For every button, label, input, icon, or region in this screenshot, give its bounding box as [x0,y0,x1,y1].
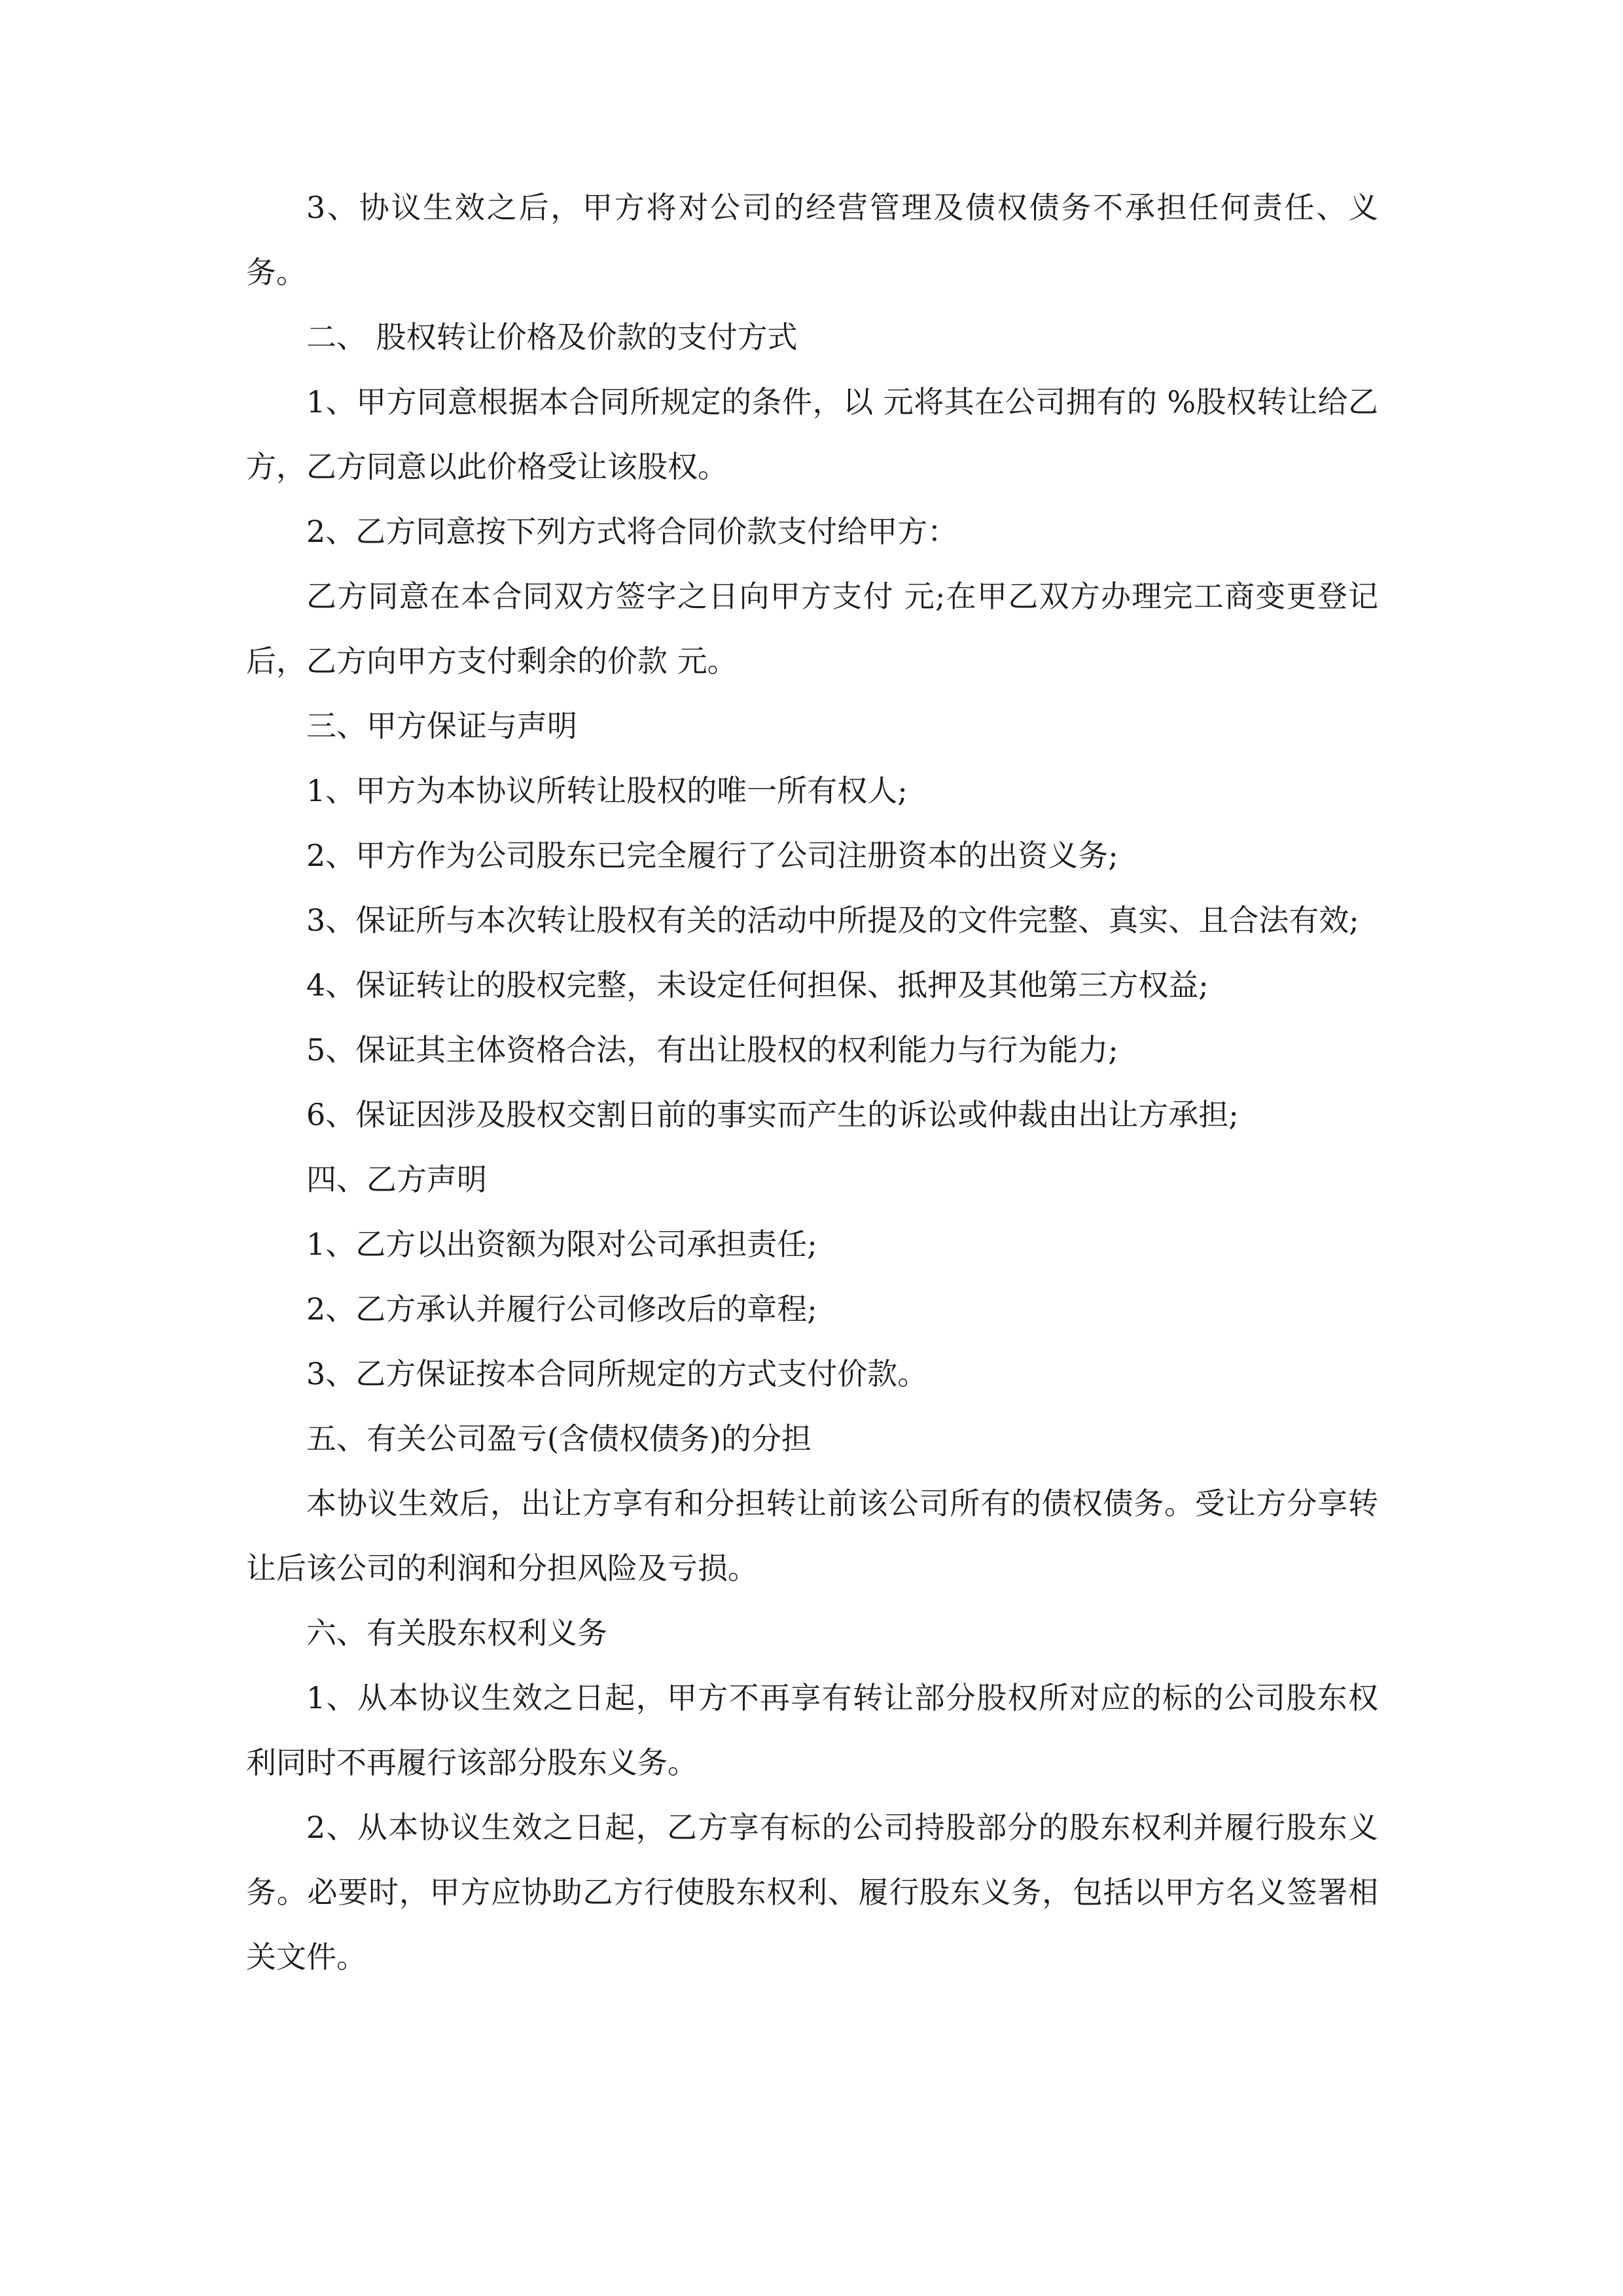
clause-4-1: 1、乙方以出资额为限对公司承担责任; [306,1227,817,1262]
section-heading-3: 三、甲方保证与声明 [306,708,577,744]
clause-6-1: 1、从本协议生效之日起，甲方不再享有转让部分股权所对应的标的公司股东权利同时不再履行该部分股东义务。 [246,1680,1378,1780]
clause-5-body: 本协议生效后，出让方享有和分担转让前该公司所有的债权债务。受让方分享转让后该公司的利润和分担风险及亏损。 [246,1486,1378,1586]
section-heading-2: 二、 股权转让价格及价款的支付方式 [306,319,798,355]
clause-4-3: 3、乙方保证按本合同所规定的方式支付价款。 [306,1356,928,1391]
clause-3-3: 3、保证所与本次转让股权有关的活动中所提及的文件完整、真实、且合法有效; [306,903,1359,938]
payment-terms: 乙方同意在本合同双方签字之日向甲方支付 元;在甲乙双方办理完工商变更登记后，乙方向甲方支付剩余的价款 元。 [246,579,1378,679]
section-heading-6: 六、有关股东权利义务 [306,1615,607,1651]
section-heading-4: 四、乙方声明 [306,1162,487,1197]
section-heading-5: 五、有关公司盈亏(含债权债务)的分担 [306,1421,812,1456]
clause-4-2: 2、乙方承认并履行公司修改后的章程; [306,1291,817,1327]
clause-1-3: 3、协议生效之后，甲方将对公司的经营管理及债权债务不承担任何责任、义务。 [246,190,1378,290]
clause-2-1: 1、甲方同意根据本合同所规定的条件，以 元将其在公司拥有的 %股权转让给乙方，乙方同意以此价格受让该股权。 [246,384,1378,484]
clause-3-6: 6、保证因涉及股权交割日前的事实而产生的诉讼或仲裁由出让方承担; [306,1097,1239,1132]
clause-6-2: 2、从本协议生效之日起，乙方享有标的公司持股部分的股东权利并履行股东义务。必要时，甲方应协助乙方行使股东权利、履行股东义务，包括以甲方名义签署相关文件。 [246,1810,1378,1975]
clause-3-5: 5、保证其主体资格合法，有出让股权的权利能力与行为能力; [306,1032,1118,1067]
clause-3-4: 4、保证转让的股权完整，未设定任何担保、抵押及其他第三方权益; [306,967,1209,1003]
document-body [246,175,1378,1990]
clause-3-2: 2、甲方作为公司股东已完全履行了公司注册资本的出资义务; [306,838,1118,873]
clause-3-1: 1、甲方为本协议所转让股权的唯一所有权人; [306,773,908,808]
clause-2-2: 2、乙方同意按下列方式将合同价款支付给甲方： [306,514,958,549]
